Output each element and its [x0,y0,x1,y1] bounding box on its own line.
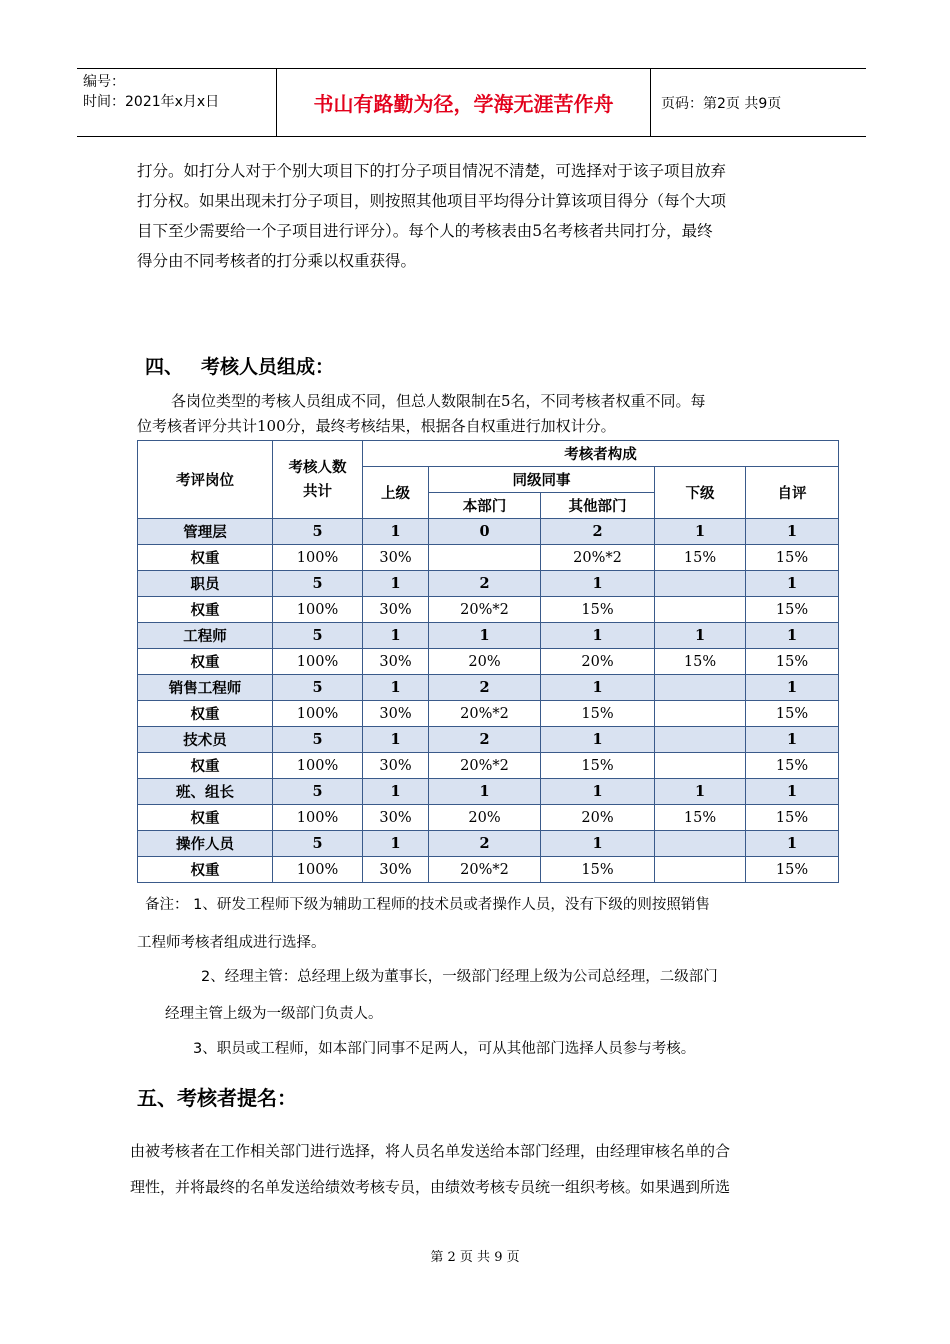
table-row [138,831,839,857]
note-2b: 经理主管上级为一级部门负责人。 [165,1006,383,1022]
table-cell [429,545,541,571]
note-2a: 2、经理主管：总经理上级为董事长，一级部门经理上级为公司总经理，二级部门 [201,969,718,985]
table-cell: 15% [746,805,839,831]
table-cell: 1 [363,727,429,753]
paragraph-composition [137,389,817,439]
header-post: 考评岗位 [138,441,273,519]
table-row [138,727,839,753]
table-cell: 30% [363,597,429,623]
table-cell: 1 [429,623,541,649]
table-cell: 1 [429,779,541,805]
row-label-cell: 权重 [138,701,273,727]
page-footer: 第 2 页 共 9 页 [430,1250,520,1265]
row-label-cell: 权重 [138,545,273,571]
table-cell: 2 [429,831,541,857]
table-cell: 1 [363,675,429,701]
table-cell: 15% [541,857,655,883]
row-label-cell: 权重 [138,857,273,883]
table-cell: 15% [746,649,839,675]
header-same-dept: 本部门 [429,493,541,519]
table-cell: 30% [363,545,429,571]
text-line: 由被考核者在工作相关部门进行选择，将人员名单发送给本部门经理，由经理审核名单的合 [130,1142,731,1160]
table-row [138,519,839,545]
table-cell: 20%*2 [429,857,541,883]
table-cell: 5 [273,831,363,857]
table-cell [655,831,746,857]
table-cell: 1 [363,519,429,545]
note-1b: 工程师考核者组成进行选择。 [137,935,326,951]
table-cell: 20%*2 [429,753,541,779]
header-page-label: 页码：第2页 共9页 [661,95,782,112]
table-cell: 20%*2 [541,545,655,571]
text-line: 目下至少需要给一个子项目进行评分）。每个人的考核表由5名考核者共同打分，最终 [137,222,713,240]
row-label-cell: 权重 [138,649,273,675]
note-1a: 备注： 1、研发工程师下级为辅助工程师的技术员或者操作人员，没有下级的则按照销售 [145,897,710,913]
text-line: 得分由不同考核者的打分乘以权重获得。 [137,252,417,270]
table-row [138,779,839,805]
table-cell: 1 [746,571,839,597]
header-composition: 考核者构成 [363,441,839,467]
table-cell: 30% [363,805,429,831]
row-label-cell: 技术员 [138,727,273,753]
header-motto: 书山有路勤为径，学海无涯苦作舟 [277,69,651,136]
table-cell [655,857,746,883]
table-cell: 1 [541,779,655,805]
table-cell: 15% [746,701,839,727]
table-row [138,571,839,597]
text-line: 各岗位类型的考核人员组成不同，但总人数限制在5名，不同考核者权重不同。每 [171,392,706,410]
table-cell: 100% [273,805,363,831]
row-label-cell: 权重 [138,805,273,831]
table-cell [655,597,746,623]
header-peer: 同级同事 [429,467,655,493]
table-cell: 20%*2 [429,701,541,727]
table-cell: 5 [273,571,363,597]
table-cell: 1 [746,623,839,649]
section-4-heading [145,352,334,379]
text-line: 理性，并将最终的名单发送给绩效考核专员，由绩效考核专员统一组织考核。如果遇到所选 [130,1178,731,1196]
table-cell: 2 [429,727,541,753]
header-total: 考核人数 共计 [273,441,363,519]
table-row [138,545,839,571]
table-cell: 2 [541,519,655,545]
row-label-cell: 职员 [138,571,273,597]
table-cell: 100% [273,701,363,727]
table-cell: 1 [655,519,746,545]
row-label-cell: 操作人员 [138,831,273,857]
table-cell: 100% [273,857,363,883]
table-cell: 1 [746,727,839,753]
table-cell: 15% [746,545,839,571]
text-line: 打分权。如果出现未打分子项目，则按照其他项目平均得分计算该项目得分（每个大项 [137,192,727,210]
table-cell: 1 [541,623,655,649]
table-cell: 15% [541,597,655,623]
table-row [138,805,839,831]
table-cell: 15% [655,649,746,675]
table-cell: 1 [363,623,429,649]
table-cell [655,753,746,779]
table-cell: 15% [541,701,655,727]
table-cell: 15% [746,857,839,883]
table-cell: 20%*2 [429,597,541,623]
table-cell: 100% [273,545,363,571]
paragraph-scoring [137,156,817,276]
text-line: 打分。如打分人对于个别大项目下的打分子项目情况不清楚，可选择对于该子项目放弃 [137,162,727,180]
page-header [77,68,866,137]
table-cell: 100% [273,649,363,675]
row-label-cell: 工程师 [138,623,273,649]
section-5-heading: 五、考核者提名： [137,1086,297,1110]
table-cell: 1 [746,675,839,701]
table-cell: 15% [655,545,746,571]
table-cell: 100% [273,753,363,779]
table-cell [655,701,746,727]
table-row [138,701,839,727]
table-cell: 30% [363,857,429,883]
note-3: 3、职员或工程师，如本部门同事不足两人，可从其他部门选择人员参与考核。 [193,1041,696,1057]
table-row [138,623,839,649]
header-superior: 上级 [363,467,429,519]
table-cell: 0 [429,519,541,545]
table-cell: 1 [541,727,655,753]
table-cell: 1 [363,779,429,805]
table-cell: 5 [273,623,363,649]
table-cell: 1 [746,519,839,545]
table-cell: 5 [273,519,363,545]
table-cell: 1 [541,571,655,597]
row-label-cell: 权重 [138,597,273,623]
table-cell: 2 [429,675,541,701]
table-cell: 1 [746,831,839,857]
table-row [138,753,839,779]
table-cell [655,727,746,753]
table-cell: 20% [429,805,541,831]
row-label-cell: 管理层 [138,519,273,545]
table-row [138,857,839,883]
table-cell: 20% [429,649,541,675]
header-subordinate: 下级 [655,467,746,519]
row-label-cell: 销售工程师 [138,675,273,701]
code-label: 编号： [83,74,125,90]
table-cell: 5 [273,675,363,701]
table-cell: 15% [655,805,746,831]
header-left [77,69,277,136]
table-cell: 15% [541,753,655,779]
table-cell [655,571,746,597]
table-cell: 30% [363,753,429,779]
table-cell: 1 [655,779,746,805]
table-cell: 1 [746,779,839,805]
table-cell [655,675,746,701]
row-label-cell: 权重 [138,753,273,779]
paragraph-nomination [130,1133,820,1205]
section-4-number: 四、 [145,356,184,378]
table-row [138,675,839,701]
table-cell: 5 [273,779,363,805]
header-other-dept: 其他部门 [541,493,655,519]
date-label: 时间：2021年x月x日 [83,94,220,110]
table-cell: 20% [541,649,655,675]
table-cell: 15% [746,597,839,623]
table-row [138,649,839,675]
table-cell: 30% [363,701,429,727]
header-self: 自评 [746,467,839,519]
table-cell: 1 [541,831,655,857]
row-label-cell: 班、组长 [138,779,273,805]
table-cell: 1 [655,623,746,649]
table-cell: 30% [363,649,429,675]
table-cell: 2 [429,571,541,597]
table-body [138,519,839,883]
assessor-table [137,440,839,883]
table-cell: 20% [541,805,655,831]
text-line: 位考核者评分共计100分，最终考核结果，根据各自权重进行加权计分。 [137,417,616,435]
table-cell: 1 [363,831,429,857]
table-cell: 100% [273,597,363,623]
table-cell: 1 [541,675,655,701]
table-cell: 5 [273,727,363,753]
table-cell: 15% [746,753,839,779]
table-row [138,597,839,623]
section-4-title: 考核人员组成： [201,356,335,378]
table-cell: 1 [363,571,429,597]
